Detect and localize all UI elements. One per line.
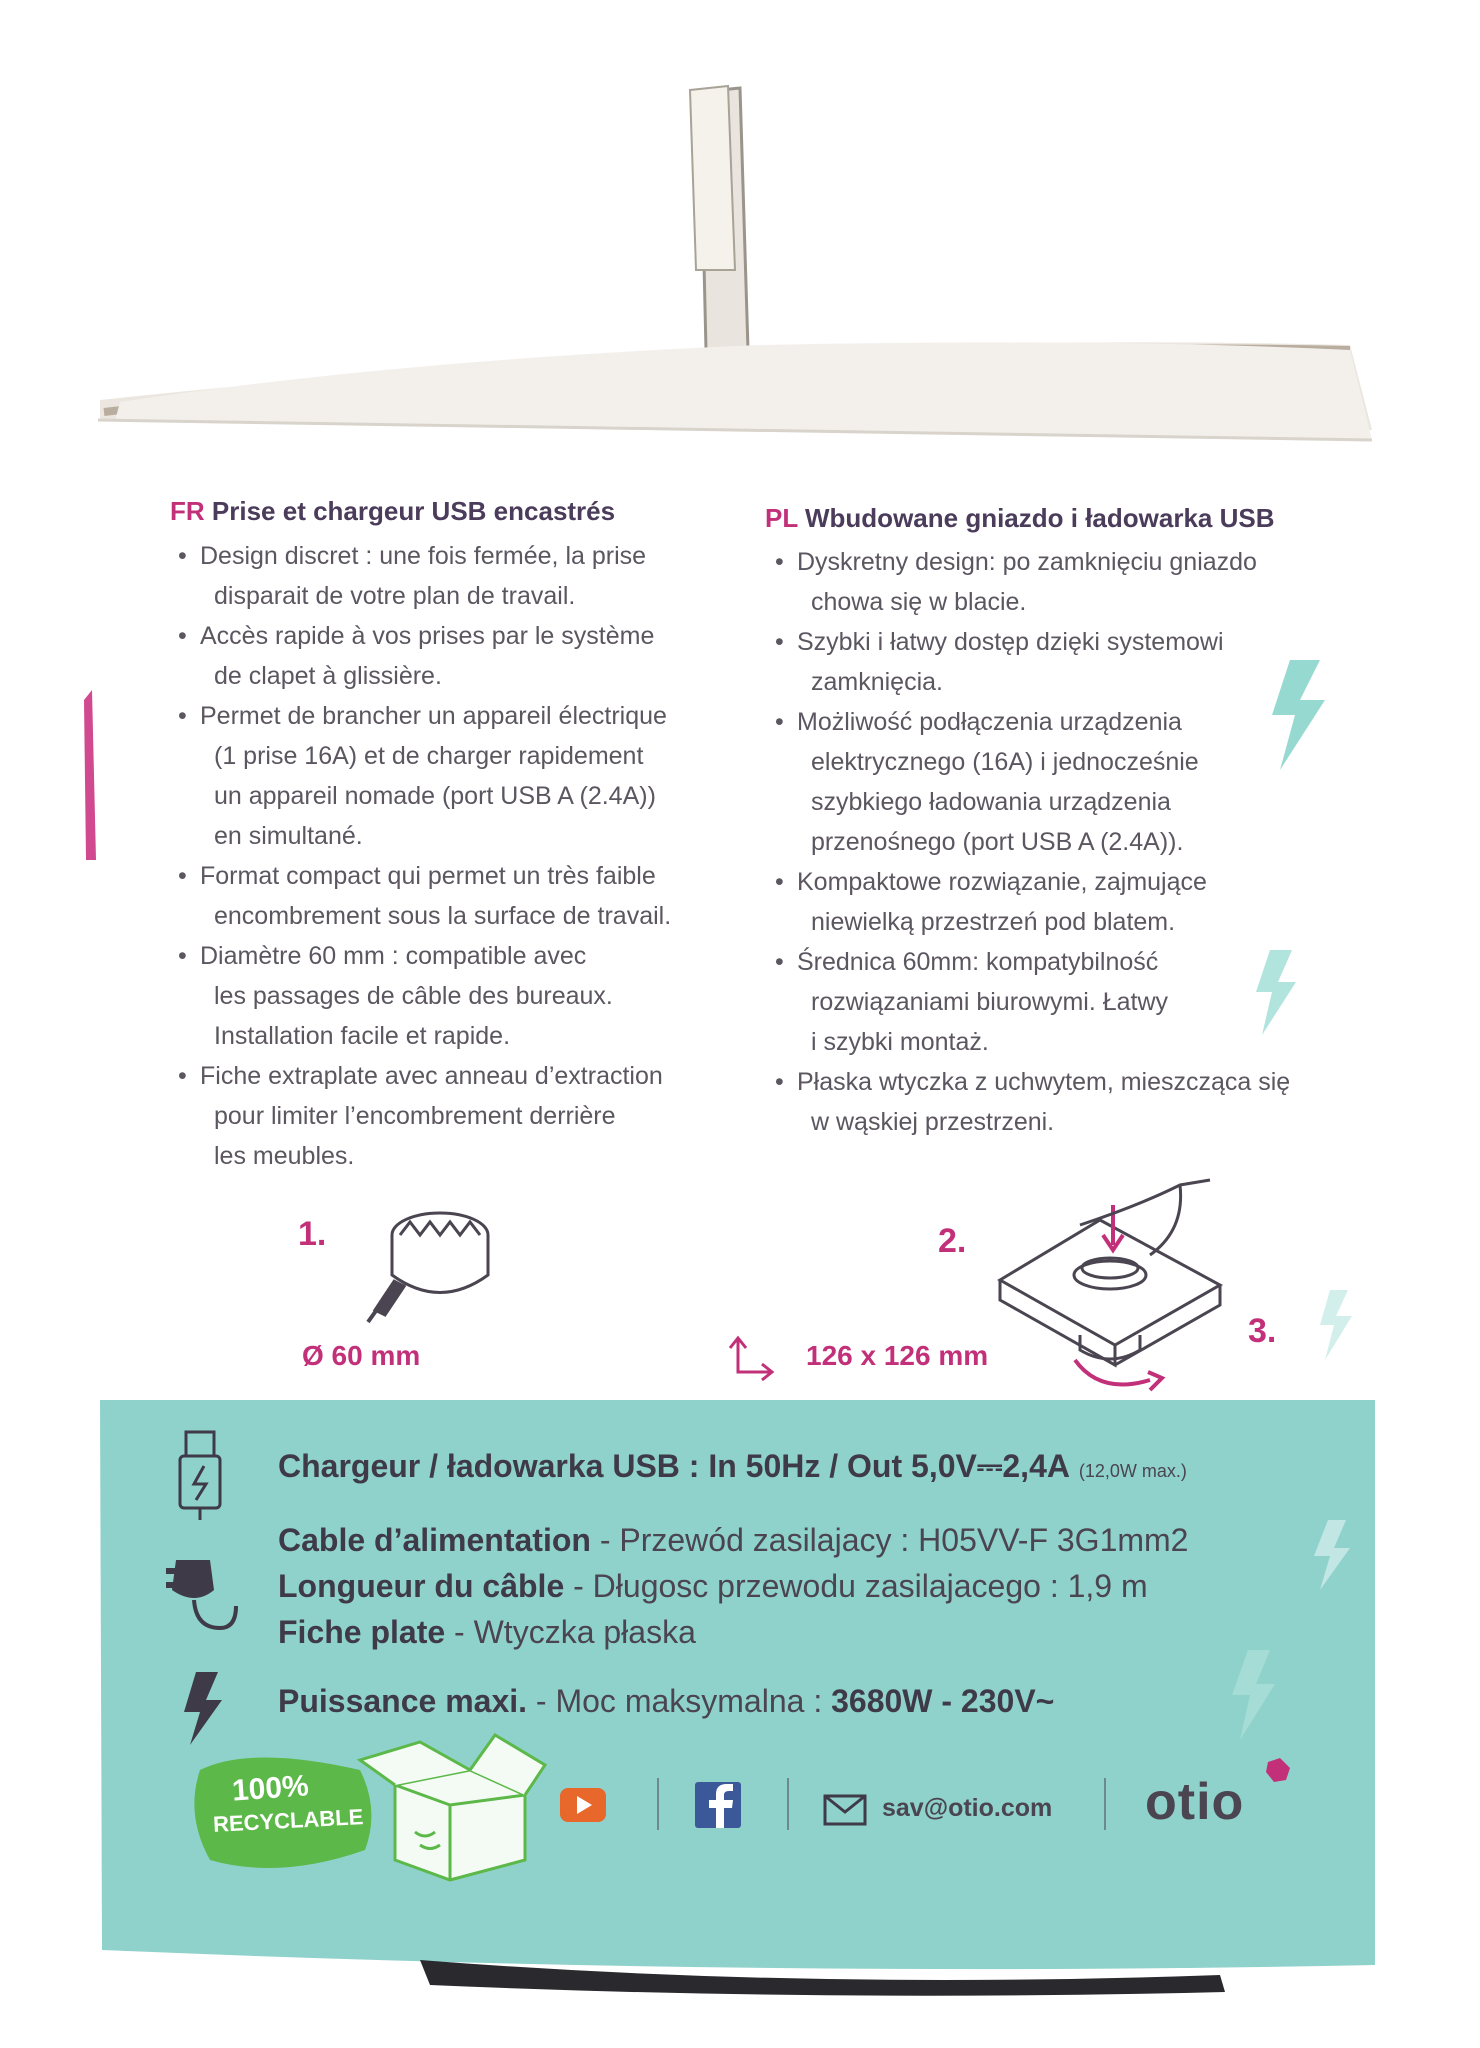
bullet-marker: • [775,548,784,576]
pl-line [775,622,1290,662]
fr-line-text: Diamètre 60 mm : compatible avec [200,942,587,970]
fr-line-text: les passages de câble des bureaux. [214,982,613,1010]
usb-spec [278,1448,1187,1486]
fr-line-text: pour limiter l’encombrement derrière [214,1102,616,1130]
bullet-marker: • [178,542,187,570]
fr-line-text: en simultané. [214,822,363,850]
power-spec-mid: - Moc maksymalna : [527,1683,832,1719]
fr-line [178,616,671,656]
bullet-marker: • [178,942,187,970]
recycle-percent: 100% [230,1769,310,1808]
pl-line [775,582,1290,622]
fr-line [178,936,671,976]
fr-line-text: Permet de brancher un appareil électrique [200,702,667,730]
length-spec-value: - Długosc przewodu zasilajacego : 1,9 m [564,1568,1148,1604]
usb-spec-note: (12,0W max.) [1078,1461,1187,1481]
pl-line-text: chowa się w blacie. [811,588,1027,616]
pl-line-text: elektrycznego (16A) i jednocześnie [811,748,1199,776]
usb-spec-text: Chargeur / ładowarka USB : In 50Hz / Out 5,0V⎓2,4A [278,1448,1070,1484]
fr-line [178,1096,671,1136]
bullet-marker: • [775,868,784,896]
bullet-marker: • [775,948,784,976]
plug-spec [278,1614,696,1651]
fr-line [178,696,671,736]
fr-line-text: encombrement sous la surface de travail. [214,902,672,930]
pl-line-text: Kompaktowe rozwiązanie, zajmujące [797,868,1207,896]
pl-line [775,1102,1290,1142]
pl-line [775,542,1290,582]
pl-line [775,702,1290,742]
fr-line-text: (1 prise 16A) et de charger rapidement [214,742,644,770]
pl-line [775,982,1290,1022]
pl-line [775,742,1290,782]
length-spec-label: Longueur du câble [278,1568,565,1604]
length-spec [278,1568,1148,1605]
cable-spec-label: Cable d’alimentation [278,1522,591,1558]
step-3-label: 3. [1248,1312,1277,1350]
youtube-icon [560,1788,606,1822]
fr-line-text: de clapet à glissière. [214,662,442,690]
fr-heading [170,496,615,527]
fr-title: Prise et chargeur USB encastrés [211,496,616,526]
pl-line-text: szybkiego ładowania urządzenia [811,788,1171,816]
pl-line [775,782,1290,822]
power-spec-label: Puissance maxi. [278,1683,528,1719]
pl-line-text: przenośnego (port USB A (2.4A)). [811,828,1184,856]
bullet-marker: • [178,702,187,730]
fr-line [178,736,671,776]
fr-line-text: un appareil nomade (port USB A (2.4A)) [214,782,656,810]
fr-line [178,1136,671,1176]
pl-line-text: w wąskiej przestrzeni. [811,1108,1055,1136]
pl-bullet-list [775,542,1290,1142]
fr-line-text: Design discret : une fois fermée, la prise [200,542,647,570]
fr-line [178,856,671,896]
pl-line [775,942,1290,982]
pl-line-text: rozwiązaniami biurowymi. Łatwy [811,988,1169,1016]
fr-line-text: les meubles. [214,1142,355,1170]
facebook-icon [695,1782,741,1828]
plug-spec-label: Fiche plate [278,1614,446,1650]
pl-heading [765,503,1275,534]
fr-line [178,576,671,616]
pl-line-text: Płaska wtyczka z uchwytem, mieszcząca się [797,1068,1291,1096]
pl-title: Wbudowane gniazdo i ładowarka USB [805,503,1275,533]
fr-line-text: disparait de votre plan de travail. [214,582,576,610]
pl-line-text: Szybki i łatwy dostęp dzięki systemowi [797,628,1224,656]
power-spec [278,1683,1054,1720]
pl-line-text: Średnica 60mm: kompatybilność [797,948,1159,976]
bullet-marker: • [775,708,784,736]
fr-line [178,1016,671,1056]
fr-bullet-list [178,536,671,1176]
fr-line [178,816,671,856]
fr-code: FR [170,496,205,526]
step-1-label: 1. [298,1215,327,1253]
bullet-marker: • [775,1068,784,1096]
fr-line [178,1056,671,1096]
fr-line-text: Format compact qui permet un très faible [200,862,656,890]
recycle-label: RECYCLABLE [212,1804,364,1837]
pl-line [775,902,1290,942]
pl-line-text: i szybki montaż. [811,1028,989,1056]
fr-line [178,536,671,576]
otio-logo: otio [1145,1773,1245,1831]
pl-line [775,1062,1290,1102]
fr-line [178,976,671,1016]
step-2-label: 2. [938,1222,967,1260]
support-email[interactable]: sav@otio.com [882,1794,1053,1822]
power-spec-value: 3680W - 230V~ [831,1683,1055,1719]
bullet-marker: • [178,1062,187,1090]
pl-code: PL [765,503,798,533]
fr-line [178,896,671,936]
bullet-marker: • [178,862,187,890]
pl-line [775,1022,1290,1062]
cable-spec-value: - Przewód zasilajacy : H05VV-F 3G1mm2 [590,1522,1189,1558]
pl-line [775,822,1290,862]
fr-line-text: Accès rapide à vos prises par le système [200,622,655,650]
pl-line-text: Dyskretny design: po zamknięciu gniazdo [797,548,1257,576]
pl-line-text: Możliwość podłączenia urządzenia [797,708,1182,736]
pl-line-text: zamknięcia. [811,668,943,696]
pl-line-text: niewielką przestrzeń pod blatem. [811,908,1176,936]
diameter-label: Ø 60 mm [302,1340,421,1371]
size-label: 126 x 126 mm [806,1340,989,1371]
fr-line-text: Installation facile et rapide. [214,1022,511,1050]
bullet-marker: • [775,628,784,656]
cable-spec [278,1522,1188,1559]
fr-line [178,656,671,696]
pl-line [775,662,1290,702]
fr-line [178,776,671,816]
fr-line-text: Fiche extraplate avec anneau d’extraction [200,1062,663,1090]
plug-spec-value: - Wtyczka płaska [445,1614,696,1650]
pl-line [775,862,1290,902]
bullet-marker: • [178,622,187,650]
